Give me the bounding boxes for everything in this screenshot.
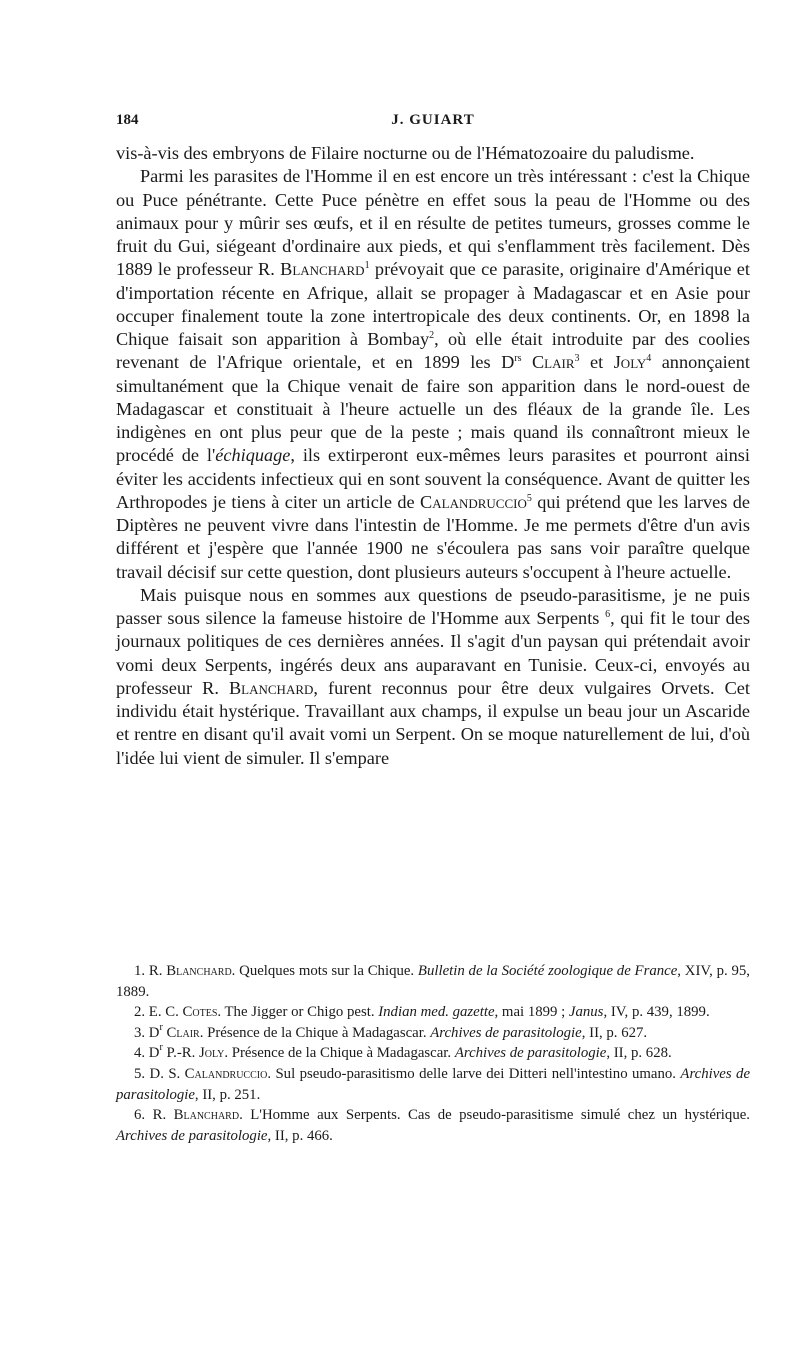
footnote-ref: 6 (605, 609, 611, 620)
footnote-ref: 5 (526, 492, 532, 504)
paragraph-continuation: vis-à-vis des embryons de Filaire nocturne ou de l'Hématozoaire du paludisme. (116, 143, 695, 163)
footnote-ref: 2 (429, 330, 435, 341)
author-name: Clair (521, 352, 575, 373)
footnote-3: 3. $D^r$ Clair. Présence de la Chique à Madagascar. Archives de parasitologie, II, p. 627. (134, 1021, 648, 1041)
paragraph-chique: Parmi les parasites de l'Homme il en est encore un très intéressant : c'est la Chique ou Puce pénétrante. Cette Puce pénètre en effet sous la peau de l'Homme ou des animaux pour y mûrir ses œufs, et il en résulte de petites tumeurs, grosses comme le fruit du Gui, siégeant d'ordinaire aux pieds, et qui s'enflamment très facilement. Dès 1889 le professeur R. Blanchard$^1$ prévoyait que ce parasite, originaire d'Amérique et d'importation récente en Afrique, allait se propager à Madagascar et en Asie pour occuper finalement toute la zone intertropicale des deux continents. Or, en 1898 la Chique faisait son apparition à Bombay$^2$, où elle était introduite par des coolies revenant de l'Afrique orientale, et en 1899 les $D^{rs}$ Clair$^3$ et Joly$^4$ annonçaient simultanément que la Chique venait de faire son apparition dans le nord-ouest de Madagascar et constituait à l'heure actuelle un des fléaux de la grande île. Les indigènes en ont plus peur que de la peste ; mais quand ils connaîtront mieux le procédé de l'échiquage, ils extirperont eux-mêmes leurs parasites et pourront ainsi éviter les accidents infectieux qui en sont souvent la conséquence. Avant de quitter les Arthropodes je tiens à citer un article de Calandruccio$^5$ qui prétend que les larves de Diptères ne peuvent vivre dans l'intestin de l'Homme. Je me permets d'être d'un avis différent et j'espère que l'année 1900 ne s'écoulera pas sans voir paraître quelque travail décisif sur cette question, dont plusieurs auteurs s'occupent à l'heure actuelle. (116, 166, 751, 582)
footnote-ref: 4 (646, 353, 652, 365)
running-head: J. GUIART (391, 112, 475, 128)
footnote-ref: 1 (364, 260, 370, 272)
author-name: Blanchard (228, 677, 314, 698)
footnote-1: 1. R. Blanchard. Quelques mots sur la Chique. Bulletin de la Société zoologique de France, XIV, p. 95, 1889. (116, 963, 751, 1000)
italic-term: échiquage (215, 445, 291, 466)
author-name: Blanchard (280, 259, 365, 280)
page (116, 112, 750, 770)
author-name: Calandruccio (420, 491, 527, 512)
page-number: 184 (116, 112, 139, 128)
footnote-4: 4. $D^r$ P.-R. Joly. Présence de la Chique à Madagascar. Archives de parasitologie, II, p. 628. (134, 1042, 672, 1062)
footnote-ref: 3 (574, 353, 580, 365)
footnote-6: 6. R. Blanchard. L'Homme aux Serpents. Cas de pseudo-parasitisme simulé chez un hystérique. Archives de parasitologie, II, p. 466. (116, 1107, 750, 1144)
paragraph-serpents: Mais puisque nous en sommes aux questions de pseudo-parasitisme, je ne puis passer sous silence la fameuse histoire de l'Homme aux Serpents $^6$, qui fit le tour des journaux politiques de ces dernières années. Il s'agit d'un paysan qui prétendait avoir vomi deux Serpents, ingérés deux ans auparavant en Tunisie. Ceux-ci, envoyés au professeur R. Blanchard, furent reconnus pour être deux vulgaires Orvets. Cet individu était hystérique. Travaillant aux champs, il expulse un beau jour un Ascaride et rentre en disant qu'il avait vomi un Serpent. On se moque naturellement de lui, d'où l'idée lui vient de simuler. Il s'empare (116, 584, 750, 768)
author-name: Joly (613, 352, 647, 373)
body-text (116, 142, 750, 770)
footnote-5: 5. D. S. Calandruccio. Sul pseudo-parasitismo delle larve dei Ditteri nell'intestino umano. Archives de parasitologie, II, p. 251. (116, 1065, 751, 1103)
footnote-2: 2. E. C. Cotes. The Jigger or Chigo pest. Indian med. gazette, mai 1899 ; Janus, IV, p. 439, 1899. (134, 1004, 710, 1021)
page-header (116, 112, 750, 136)
footnotes (116, 961, 750, 1146)
